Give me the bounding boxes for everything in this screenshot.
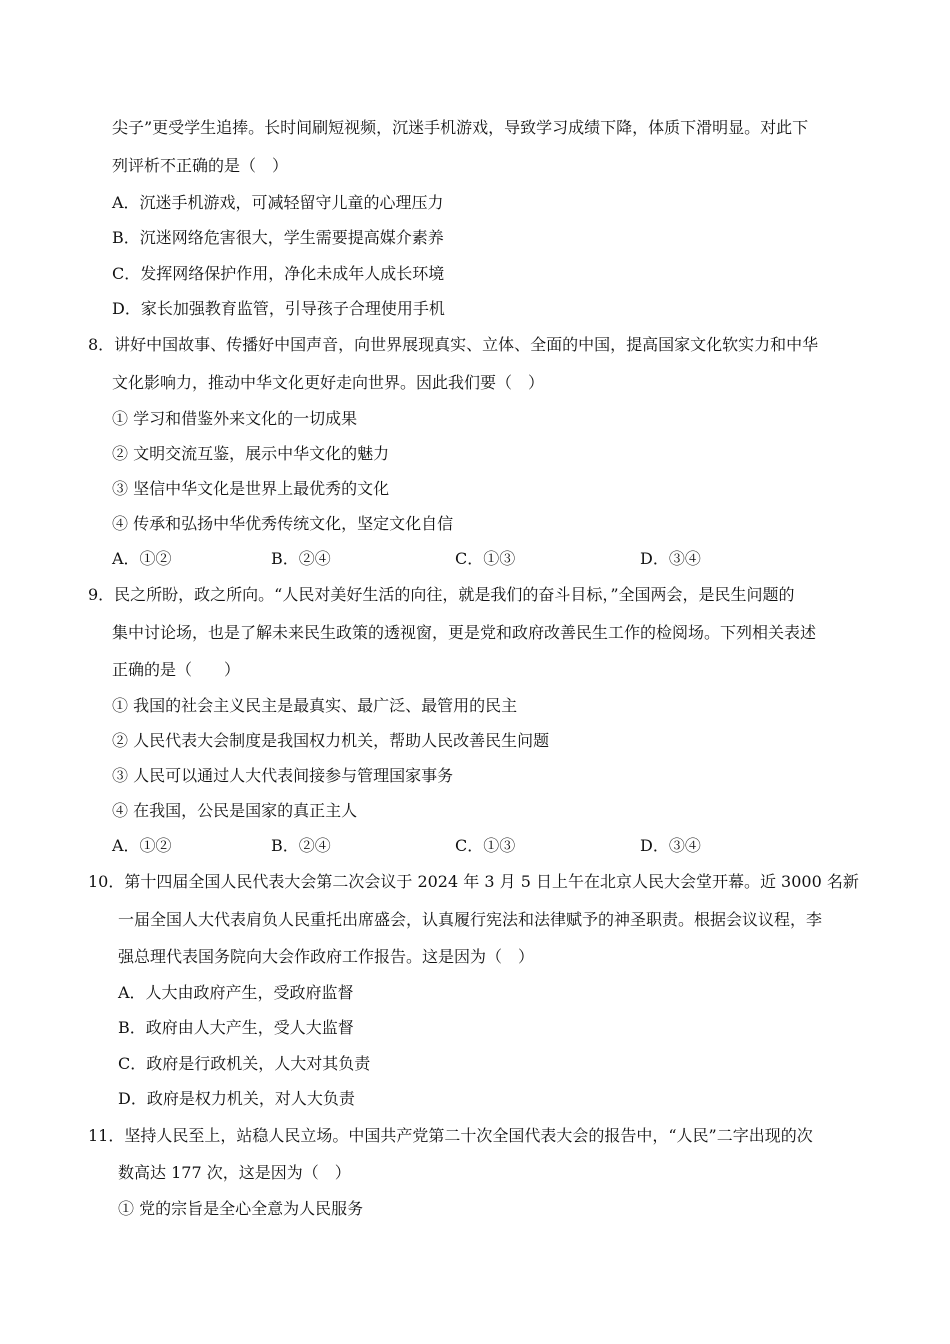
q8-stem-line-1: 8．讲好中国故事、传播好中国声音，向世界展现真实、立体、全面的中国，提高国家文化软实力和中华 <box>88 335 819 354</box>
q8-item-2: ② 文明交流互鉴，展示中华文化的魅力 <box>112 444 390 463</box>
q9-item-2: ② 人民代表大会制度是我国权力机关，帮助人民改善民生问题 <box>112 731 550 750</box>
q7-option-a: A．沉迷手机游戏，可减轻留守儿童的心理压力 <box>112 193 444 212</box>
q9-choice-a: A．①② <box>112 836 172 855</box>
q10-stem-line-2: 一届全国人大代表肩负人民重托出席盛会，认真履行宪法和法律赋予的神圣职责。根据会议议程，李 <box>118 910 823 929</box>
q9-choice-c: C．①③ <box>455 836 516 855</box>
q7-option-d: D．家长加强教育监管，引导孩子合理使用手机 <box>112 299 445 318</box>
q10-stem-line-3: 强总理代表国务院向大会作政府工作报告。这是因为（ ） <box>118 947 535 966</box>
q8-item-3: ③ 坚信中华文化是世界上最优秀的文化 <box>112 479 390 498</box>
q10-option-b: B．政府由人大产生，受人大监督 <box>118 1018 354 1037</box>
q8-choice-d: D．③④ <box>640 549 701 568</box>
q8-stem-line-2: 文化影响力，推动中华文化更好走向世界。因此我们要（ ） <box>112 373 545 392</box>
q10-option-a: A．人大由政府产生，受政府监督 <box>118 983 354 1002</box>
q10-option-d: D．政府是权力机关，对人大负责 <box>118 1089 355 1108</box>
q9-choice-b: B．②④ <box>271 836 331 855</box>
q11-stem-line-1: 11．坚持人民至上，站稳人民立场。中国共产党第二十次全国代表大会的报告中，“人民”二字出现的次 <box>88 1126 813 1145</box>
q9-item-4: ④ 在我国，公民是国家的真正主人 <box>112 801 358 820</box>
q8-item-4: ④ 传承和弘扬中华优秀传统文化，坚定文化自信 <box>112 514 454 533</box>
q10-option-c: C．政府是行政机关，人大对其负责 <box>118 1054 371 1073</box>
q11-item-1: ① 党的宗旨是全心全意为人民服务 <box>118 1199 364 1218</box>
q7-stem-line-2: 列评析不正确的是（ ） <box>112 156 289 175</box>
q8-choice-c: C．①③ <box>455 549 516 568</box>
q11-stem-line-2: 数高达 177 次，这是因为（ ） <box>118 1163 351 1182</box>
q9-stem-line-1: 9．民之所盼，政之所向。“人民对美好生活的向往，就是我们的奋斗目标，”全国两会，是民生问题的 <box>88 585 795 604</box>
q7-option-c: C．发挥网络保护作用，净化未成年人成长环境 <box>112 264 445 283</box>
q8-choice-b: B．②④ <box>271 549 331 568</box>
q9-item-1: ① 我国的社会主义民主是最真实、最广泛、最管用的民主 <box>112 696 518 715</box>
q7-option-b: B．沉迷网络危害很大，学生需要提高媒介素养 <box>112 228 444 247</box>
q9-stem-line-2: 集中讨论场，也是了解未来民生政策的透视窗，更是党和政府改善民生工作的检阅场。下列相关表述 <box>112 623 817 642</box>
q8-item-1: ① 学习和借鉴外来文化的一切成果 <box>112 409 358 428</box>
q8-choice-a: A．①② <box>112 549 172 568</box>
q9-choice-d: D．③④ <box>640 836 701 855</box>
q9-stem-line-3: 正确的是（ ） <box>112 660 241 679</box>
q9-item-3: ③ 人民可以通过人大代表间接参与管理国家事务 <box>112 766 454 785</box>
q7-stem-line-1: 尖子”更受学生追捧。长时间刷短视频，沉迷手机游戏，导致学习成绩下降，体质下滑明显。对此下 <box>112 118 809 137</box>
q10-stem-line-1: 10．第十四届全国人民代表大会第二次会议于 2024 年 3 月 5 日上午在北京人民大会堂开幕。近 3000 名新 <box>88 872 859 891</box>
